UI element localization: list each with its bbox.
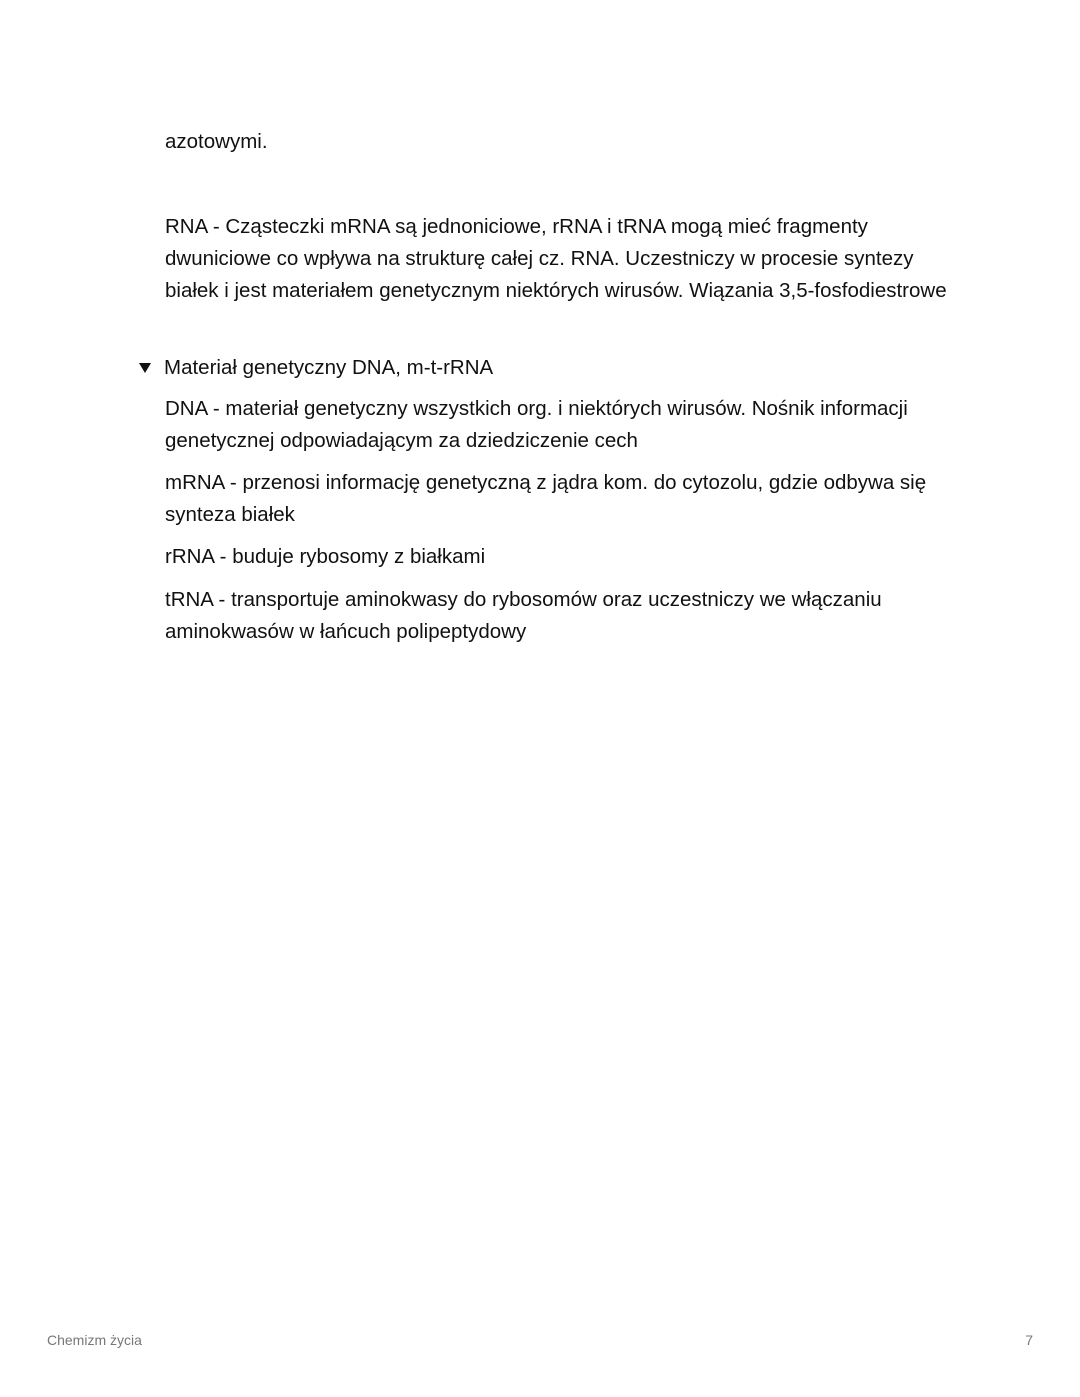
- footer-title: Chemizm życia: [47, 1332, 142, 1348]
- triangle-down-icon[interactable]: [138, 361, 152, 375]
- rna-paragraph: RNA - Cząsteczki mRNA są jednoniciowe, rRNA i tRNA mogą mieć fragmenty dwuniciowe co wpływa na strukturę całej cz. RNA. Uczestniczy w procesie syntezy białek i jest materiałem genetycznym niektórych wirusów. Wiązania 3,5-fosfodiestrowe: [165, 215, 947, 302]
- toggle-block-header[interactable]: [138, 352, 493, 384]
- toggle-item-dna: DNA - materiał genetyczny wszystkich org. i niektórych wirusów. Nośnik informacji genetycznej odpowiadającym za dziedziczenie cech: [165, 397, 908, 452]
- toggle-label: Materiał genetyczny DNA, m-t-rRNA: [164, 356, 494, 379]
- toggle-item-trna: tRNA - transportuje aminokwasy do rybosomów oraz uczestniczy we włączaniu aminokwasów w łańcuch polipeptydowy: [165, 588, 882, 643]
- toggle-item-mrna: mRNA - przenosi informację genetyczną z jądra kom. do cytozolu, gdzie odbywa się synteza białek: [165, 471, 927, 526]
- toggle-item-rrna: rRNA - buduje rybosomy z białkami: [165, 545, 486, 568]
- footer-page-number: 7: [1025, 1332, 1033, 1348]
- intro-tail-text: azotowymi.: [165, 130, 268, 153]
